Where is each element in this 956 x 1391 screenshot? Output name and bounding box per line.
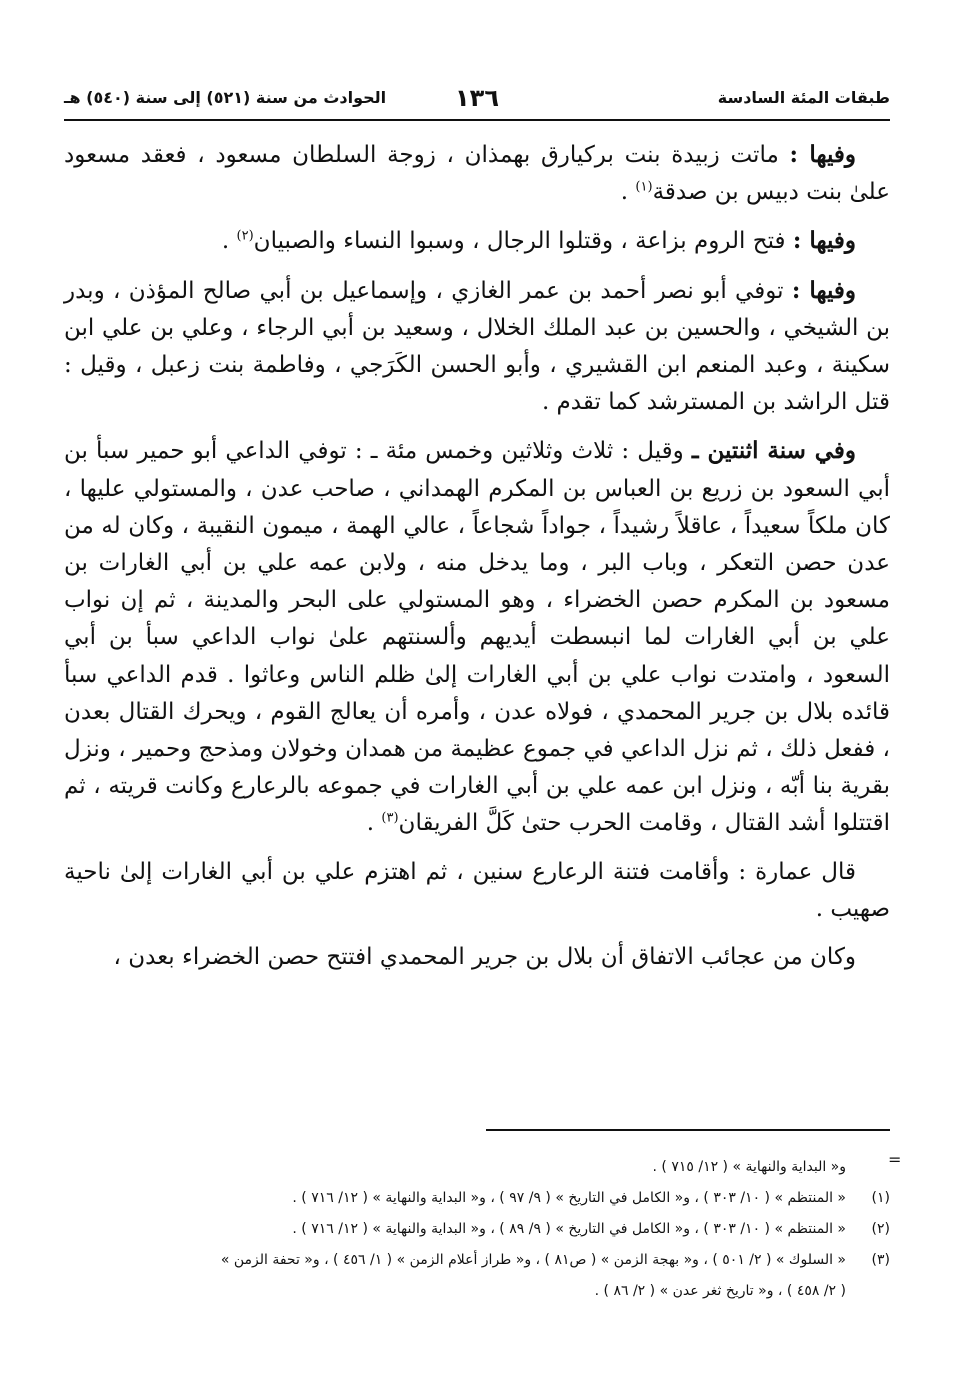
footnote-2 — [64, 1214, 890, 1245]
book-title: طبقات المئة السادسة — [717, 88, 890, 107]
footnote-1 — [64, 1183, 890, 1214]
page-header — [64, 84, 890, 114]
paragraph-text: وقيل : ثلاث وثلاثين وخمس مئة ـ : توفي الداعي أبو حمير سبأ بن أبي السعود بن زريع بن العباس بن المكرم الهمداني ، صاحب عدن ، والمستولي عليها ، كان ملكاً سعيداً ، عاقلاً رشيداً ، جواداً شجاعاً ، عالي الهمة ، ميمون النقيبة ، وكان له من عدن حصن التعكر ، وباب البر ، وما يدخل منه ، ولابن عمه علي بن أبي الغارات بن مسعود بن المكرم حصن الخضراء ، وهو المستولي على البحر والمدينة ، ثم إن نواب علي بن أبي الغارات لما انبسطت أيديهم وألسنتهم علىٰ نواب الداعي سبأ بن أبي السعود ، وامتدت نواب علي بن أبي الغارات إلىٰ ظلم الناس وعاثوا . قدم الداعي سبأ قائده بلال بن جرير المحمدي ، فولاه عدن ، وأمره أن يعالج القوم ، ويحرك القتال بعدن ، ففعل ذلك ، ثم نزل الداعي في جموع عظيمة من همدان وخولان ومذحج وحمير ، ونزل بقرية بنا أبّه ، ونزل ابن عمه علي بن أبي الغارات في جموعه بالرعارع وكانت قريته ، ثم اقتتلوا أشد القتال ، وقامت الحرب حتىٰ كَلَّ الفريقان — [64, 438, 890, 837]
footnote-rule — [486, 1129, 890, 1131]
footnote-3 — [64, 1245, 890, 1276]
paragraph-text: قال عمارة : وأقامت فتنة الرعارع سنين ، ثم اهتزم علي بن أبي الغارات إلىٰ ناحية صهيب . — [64, 858, 890, 922]
paragraph-1 — [64, 136, 890, 211]
paragraph-end: . — [366, 810, 382, 837]
footnote-number: (٢) — [871, 1221, 890, 1237]
footnote-number: (١) — [871, 1190, 890, 1206]
footnote-3-continued: ( ٢/ ٤٥٨ ) ، و« تاريخ ثغر عدن » ( ٢/ ٨٦ ) . — [594, 1283, 846, 1299]
paragraph-5 — [64, 854, 890, 928]
footnote-ref[interactable]: (٣) — [381, 810, 399, 826]
paragraph-text: فتح الروم بزاعة ، وقتلوا الرجال ، وسبوا النساء والصبيان — [253, 228, 786, 255]
footnote-ref[interactable]: (١) — [635, 179, 653, 195]
paragraph-lead: وفيها : — [792, 227, 856, 255]
header-rule — [64, 119, 890, 121]
paragraph-end: . — [620, 179, 636, 206]
page-number: ١٣٦ — [455, 84, 499, 112]
paragraph-text: ماتت زبيدة بنت بركيارق بهمذان ، زوجة السلطان مسعود ، فعقد مسعود علىٰ بنت دبيس بن صدقة — [64, 142, 890, 206]
paragraph-6 — [64, 939, 890, 976]
footnote-text: « السلوك » ( ٢/ ٥٠١ ) ، و« بهجة الزمن » ( ص٨١ ) ، و« طراز أعلام الزمن » ( ١/ ٤٥٦ ) ، و« تحفة الزمن » — [220, 1252, 846, 1268]
footnote-number: (٣) — [871, 1252, 890, 1268]
paragraph-end: . — [221, 228, 237, 255]
paragraph-2 — [64, 222, 890, 260]
footnote-text: « المنتظم » ( ١٠/ ٣٠٣ ) ، و« الكامل في التاريخ » ( ٩/ ٩٧ ) ، و« البداية والنهاية » ( ١٢/ ٧١٦ ) . — [292, 1190, 846, 1206]
paragraph-lead: وفي سنة اثنتين ـ — [691, 437, 857, 465]
main-text — [64, 136, 890, 987]
paragraph-text: توفي أبو نصر أحمد بن عمر الغازي ، وإسماعيل بن أبي صالح المؤذن ، وبدر بن الشيخي ، والحسين بن عبد الملك الخلال ، وسعيد بن أبي الرجاء ، وعلي بن علي ابن سكينة ، وعبد المنعم ابن القشيري ، وأبو الحسن الكَرَجي ، وفاطمة بنت زعبل ، وقيل : قتل الراشد بن المسترشد كما تقدم . — [64, 277, 890, 416]
paragraph-lead: وفيها : — [791, 276, 857, 304]
paragraph-4 — [64, 432, 890, 842]
footnote-ref[interactable]: (٢) — [236, 228, 254, 244]
continuation-mark: = — [888, 1150, 902, 1169]
footnote-text: « المنتظم » ( ١٠/ ٣٠٣ ) ، و« الكامل في التاريخ » ( ٩/ ٨٩ ) ، و« البداية والنهاية » ( ١٢/ ٧١٦ ) . — [292, 1221, 846, 1237]
chapter-range: الحوادث من سنة (٥٢١) إلى سنة (٥٤٠) هـ — [64, 88, 387, 107]
paragraph-text: وكان من عجائب الاتفاق أن بلال بن جرير المحمدي افتتح حصن الخضراء بعدن ، — [113, 944, 856, 971]
paragraph-3 — [64, 272, 890, 422]
footnote-continued: و« البداية والنهاية » ( ١٢/ ٧١٥ ) . — [652, 1159, 846, 1175]
footnotes — [64, 1152, 890, 1307]
paragraph-lead: وفيها : — [789, 141, 856, 168]
